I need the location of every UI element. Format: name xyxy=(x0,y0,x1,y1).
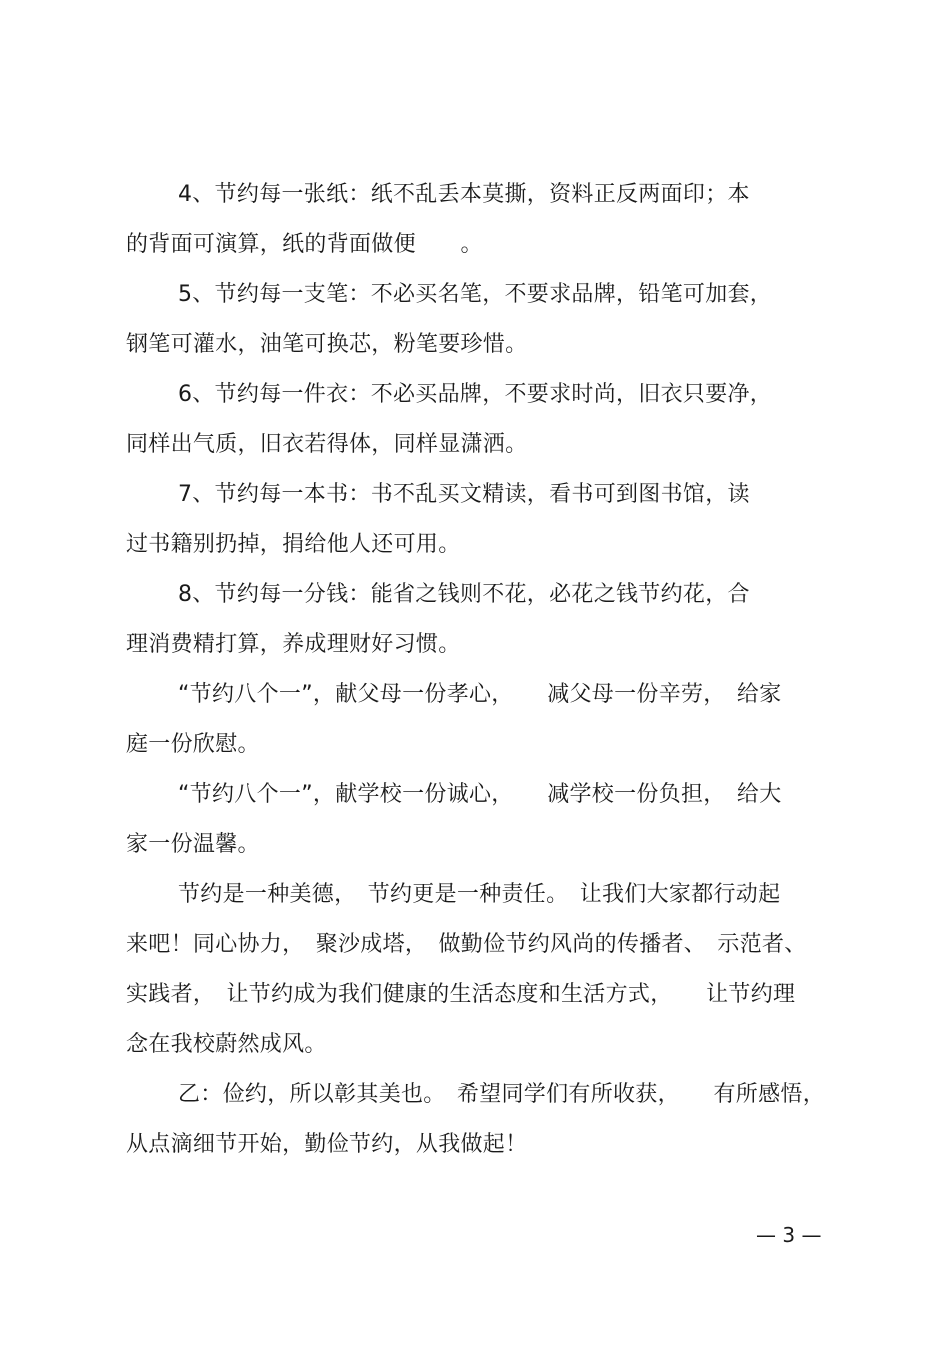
text-line: 6、节约每一件衣：不必买品牌，不要求时尚，旧衣只要净， xyxy=(178,382,773,407)
text-line: 念在我校蔚然成风。 xyxy=(126,1032,327,1057)
text-line: “节约八个一”，献学校一份诚心， 减学校一份负担， 给大 xyxy=(178,782,782,807)
page-number: — 3 — xyxy=(756,1223,822,1247)
text-line: 乙：俭约，所以彰其美也。 希望同学们有所收获， 有所感悟， xyxy=(178,1082,826,1107)
text-line: 理消费精打算，养成理财好习惯。 xyxy=(126,632,461,657)
text-line: 同样出气质，旧衣若得体，同样显潇洒。 xyxy=(126,432,528,457)
text-line: 庭一份欣慰。 xyxy=(126,732,260,757)
text-line: 从点滴细节开始，勤俭节约，从我做起！ xyxy=(126,1132,528,1157)
text-line: 8、节约每一分钱：能省之钱则不花，必花之钱节约花，合 xyxy=(178,582,750,607)
text-line: 的背面可演算，纸的背面做便 。 xyxy=(126,232,483,257)
text-line: 家一份温馨。 xyxy=(126,832,260,857)
text-line: 过书籍别扔掉，捐给他人还可用。 xyxy=(126,532,461,557)
text-line: “节约八个一”，献父母一份孝心， 减父母一份辛劳， 给家 xyxy=(178,682,782,707)
text-line: 钢笔可灌水，油笔可换芯，粉笔要珍惜。 xyxy=(126,332,528,357)
text-line: 4、节约每一张纸：纸不乱丢本莫撕，资料正反两面印；本 xyxy=(178,182,750,207)
text-line: 实践者， 让节约成为我们健康的生活态度和生活方式， 让节约理 xyxy=(126,982,796,1007)
text-line: 来吧！同心协力， 聚沙成塔， 做勤俭节约风尚的传播者、 示范者、 xyxy=(126,932,807,957)
text-line: 节约是一种美德， 节约更是一种责任。 让我们大家都行动起 xyxy=(178,882,781,907)
text-line: 7、节约每一本书：书不乱买文精读，看书可到图书馆，读 xyxy=(178,482,750,507)
text-line: 5、节约每一支笔：不必买名笔，不要求品牌，铅笔可加套， xyxy=(178,282,773,307)
